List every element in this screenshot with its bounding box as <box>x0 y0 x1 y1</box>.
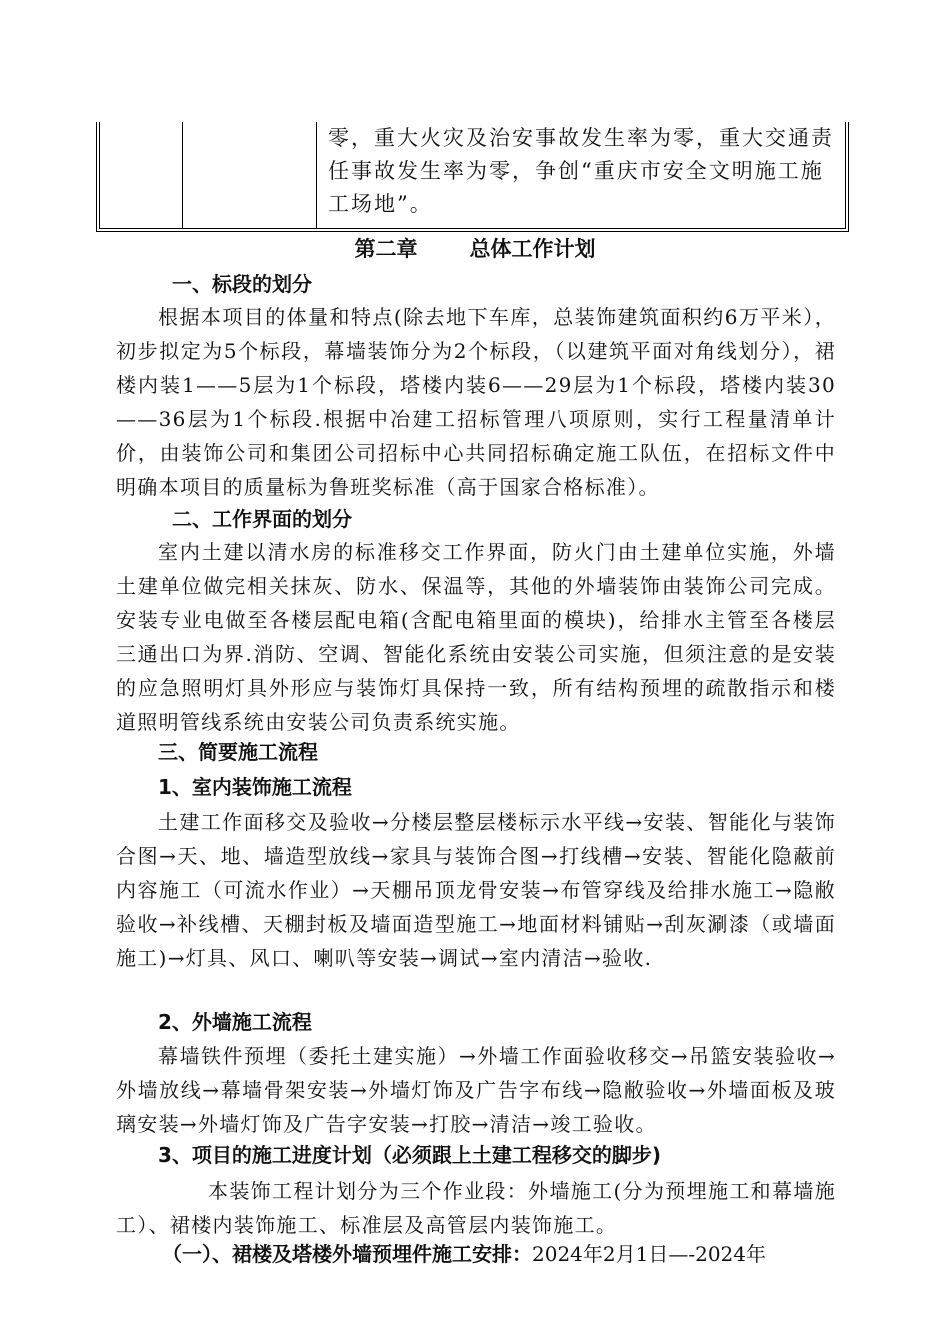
section-1-heading: 一、标段的划分 <box>172 272 312 296</box>
section-3-1-heading: 1、室内装饰施工流程 <box>158 775 352 799</box>
table-column-divider <box>316 122 317 228</box>
table-fragment <box>96 122 849 232</box>
section-3-2-body: 幕墙铁件预埋（委托土建实施）→外墙工作面验收移交→吊篮安装验收→外墙放线→幕墙骨架安装→外墙灯饰及广告字布线→隐敝验收→外墙面板及玻璃安装→外墙灯饰及广告字安装→打胶→清洁→竣工验收。 <box>116 1044 836 1136</box>
table-column-divider <box>182 122 183 228</box>
section-1-body: 根据本项目的体量和特点(除去地下车库，总装饰建筑面积约6万平米），初步拟定为5个标段，幕墙装饰分为2个标段，（以建筑平面对角线划分），裙楼内装1——5层为1个标段，塔楼内装6——29层为1个标段，塔楼内装30——36层为1个标段.根据中冶建工招标管理八项原则，实行工程量清单计价，由装饰公司和集团公司招标中心共同招标确定施工队伍，在招标文件中明确本项目的质量标为鲁班奖标准（高于国家合格标准）。 <box>116 305 836 499</box>
chapter-title: 总体工作计划 <box>469 237 596 261</box>
section-2-body: 室内土建以清水房的标准移交工作界面，防火门由土建单位实施，外墙土建单位做完相关抹灰、防水、保温等，其他的外墙装饰由装饰公司完成。安装专业电做至各楼层配电箱(含配电箱里面的模块)，给排水主管至各楼层三通出口为界.消防、空调、智能化系统由安装公司实施，但须注意的是安装的应急照明灯具外形应与装饰灯具保持一致，所有结构预埋的疏散指示和楼道照明管线系统由安装公司负责系统实施。 <box>116 540 836 734</box>
section-3-heading: 三、简要施工流程 <box>158 740 318 764</box>
schedule-line <box>162 1240 766 1268</box>
chapter-number: 第二章 <box>354 237 418 261</box>
section-3-3-body: 本装饰工程计划分为三个作业段：外墙施工(分为预埋施工和幕墙施工）、裙楼内装饰施工、标准层及高管层内装饰施工。 <box>116 1179 836 1237</box>
schedule-label: （一）、裙楼及塔楼外墙预埋件施工安排： <box>162 1242 532 1266</box>
table-cell-text: 零，重大火灾及治安事故发生率为零，重大交通责任事故发生率为零，争创“重庆市安全文明施工施工场地”。 <box>328 126 834 216</box>
section-3-2-heading: 2、外墙施工流程 <box>158 1010 312 1034</box>
section-3-3-heading: 3、项目的施工进度计划（必须跟上土建工程移交的脚步) <box>158 1143 662 1167</box>
chapter-heading <box>0 236 950 262</box>
schedule-date: 2024年2月1日—-2024年 <box>532 1242 767 1266</box>
section-2-heading: 二、工作界面的划分 <box>172 507 352 531</box>
section-3-1-body: 土建工作面移交及验收→分楼层整层楼标示水平线→安装、智能化与装饰合图→天、地、墙造型放线→家具与装饰合图→打线槽→安装、智能化隐蔽前内容施工（可流水作业）→天棚吊顶龙骨安装→布管穿线及给排水施工→隐敝验收→补线槽、天棚封板及墙面造型施工→地面材料铺贴→刮灰涮漆（或墙面施工)→灯具、风口、喇叭等安装→调试→室内清洁→验收. <box>116 810 836 970</box>
